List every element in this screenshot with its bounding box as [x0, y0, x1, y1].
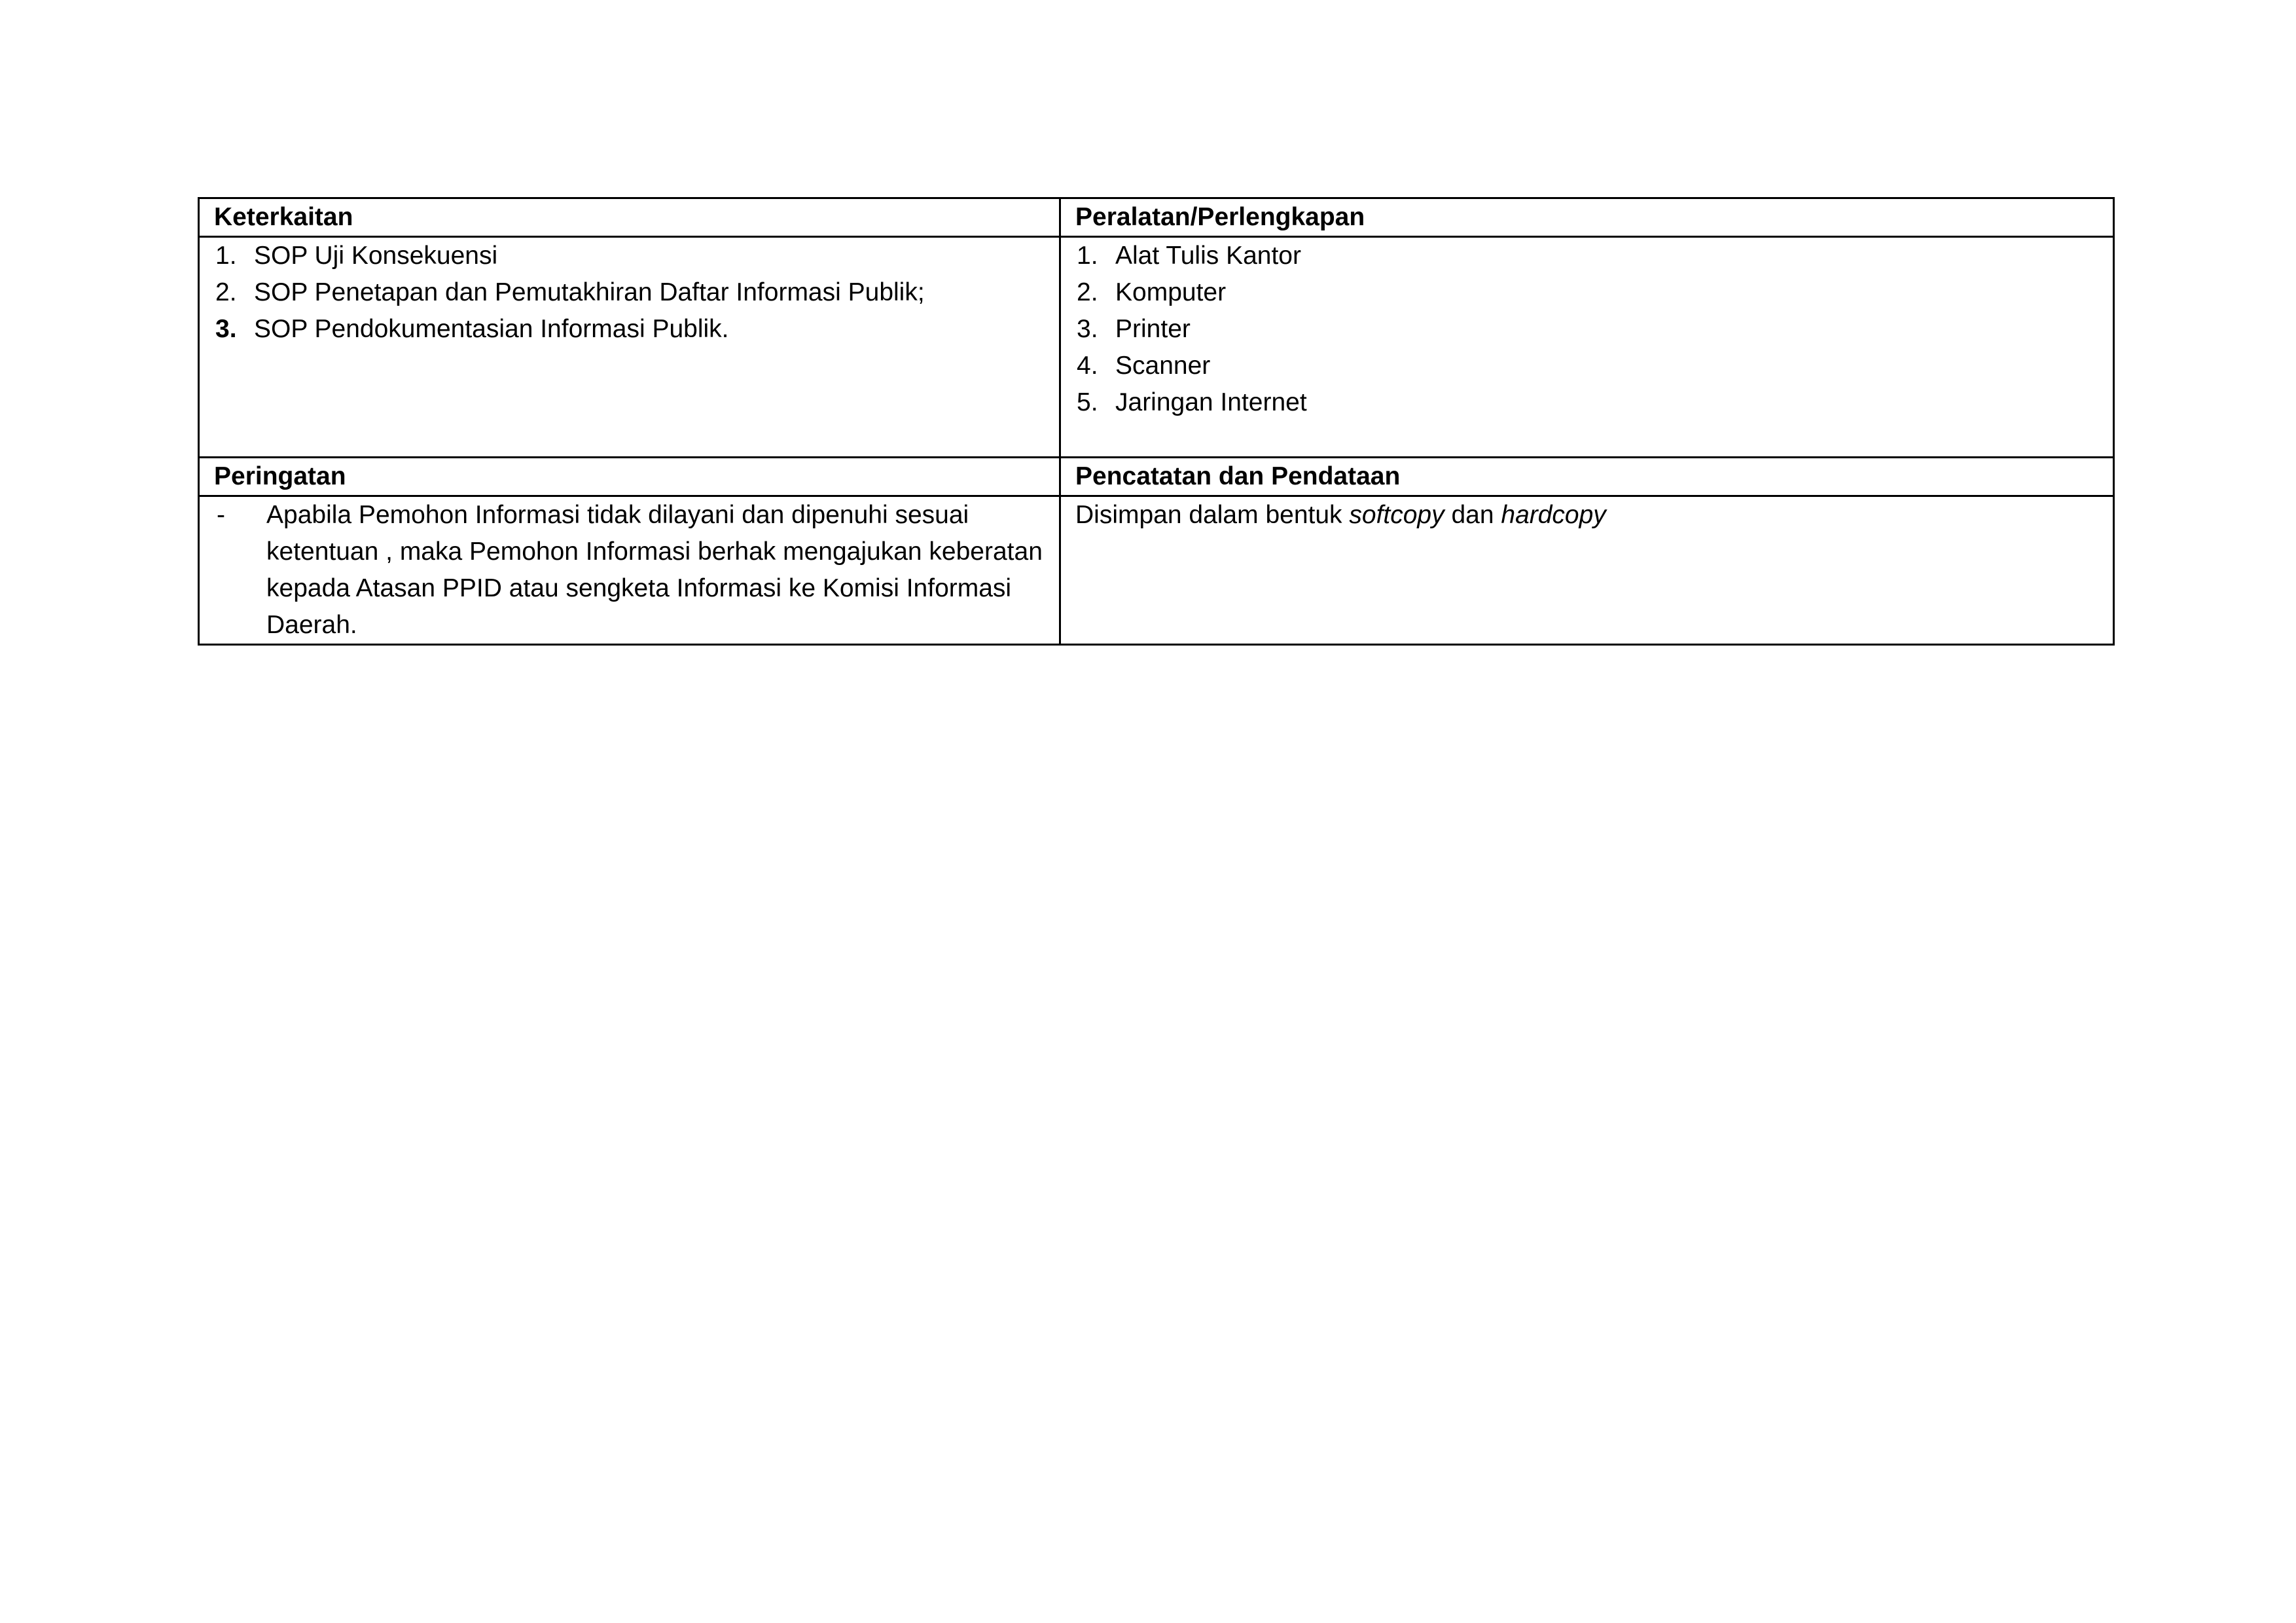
- peralatan-header: Peralatan/Perlengkapan: [1060, 198, 2114, 237]
- header-row-top: [199, 198, 2114, 237]
- list-item-text: SOP Penetapan dan Pemutakhiran Daftar Informasi Publik;: [254, 278, 925, 306]
- peringatan-header: Peringatan: [199, 458, 1060, 496]
- softcopy-term: softcopy: [1349, 501, 1444, 529]
- list-item: [214, 311, 1045, 348]
- peralatan-list: [1075, 238, 2098, 421]
- list-item: [1075, 238, 2098, 274]
- list-item: [1075, 274, 2098, 311]
- list-item: [1075, 348, 2098, 384]
- list-item-text: Jaringan Internet: [1115, 388, 1307, 416]
- list-item: [1075, 311, 2098, 348]
- list-item-text: Scanner: [1115, 352, 1211, 380]
- list-item-number: 2.: [215, 278, 237, 306]
- content-row-bottom: [199, 496, 2114, 645]
- dash-bullet: -: [217, 501, 225, 529]
- pencatatan-cell: [1060, 496, 2114, 645]
- header-row-bottom: [199, 458, 2114, 496]
- list-item: [214, 238, 1045, 274]
- list-item-text: Komputer: [1115, 278, 1227, 306]
- content-row-top: [199, 237, 2114, 458]
- pencatatan-header: Pencatatan dan Pendataan: [1060, 458, 2114, 496]
- list-item-text: Alat Tulis Kantor: [1115, 242, 1301, 270]
- keterkaitan-cell: [199, 237, 1060, 458]
- sop-info-table: [198, 197, 2115, 646]
- list-item-number: 2.: [1077, 278, 1098, 306]
- peringatan-text: Apabila Pemohon Informasi tidak dilayani dan dipenuhi sesuai ketentuan , maka Pemohon Informasi berhak mengajukan keberatan kepada Atasan PPID atau sengketa Informasi ke Komisi Informasi Daerah.: [266, 501, 1043, 639]
- list-item-text: Printer: [1115, 315, 1191, 343]
- peralatan-cell: [1060, 237, 2114, 458]
- list-item-number: 3.: [1077, 315, 1098, 343]
- pencatatan-text-prefix: Disimpan dalam bentuk: [1075, 501, 1350, 529]
- list-item-number: 1.: [1077, 242, 1098, 270]
- list-item-number: 3.: [215, 315, 237, 343]
- list-item-number: 1.: [215, 242, 237, 270]
- peringatan-cell: [199, 496, 1060, 645]
- list-item: [214, 274, 1045, 311]
- list-item-number: 5.: [1077, 388, 1098, 416]
- keterkaitan-header: Keterkaitan: [199, 198, 1060, 237]
- list-item-text: SOP Pendokumentasian Informasi Publik.: [254, 315, 729, 343]
- pencatatan-text-middle: dan: [1444, 501, 1501, 529]
- list-item-text: SOP Uji Konsekuensi: [254, 242, 498, 270]
- peringatan-item: [214, 497, 1045, 644]
- hardcopy-term: hardcopy: [1501, 501, 1606, 529]
- list-item: [1075, 384, 2098, 421]
- keterkaitan-list: [214, 238, 1045, 348]
- list-item-number: 4.: [1077, 352, 1098, 380]
